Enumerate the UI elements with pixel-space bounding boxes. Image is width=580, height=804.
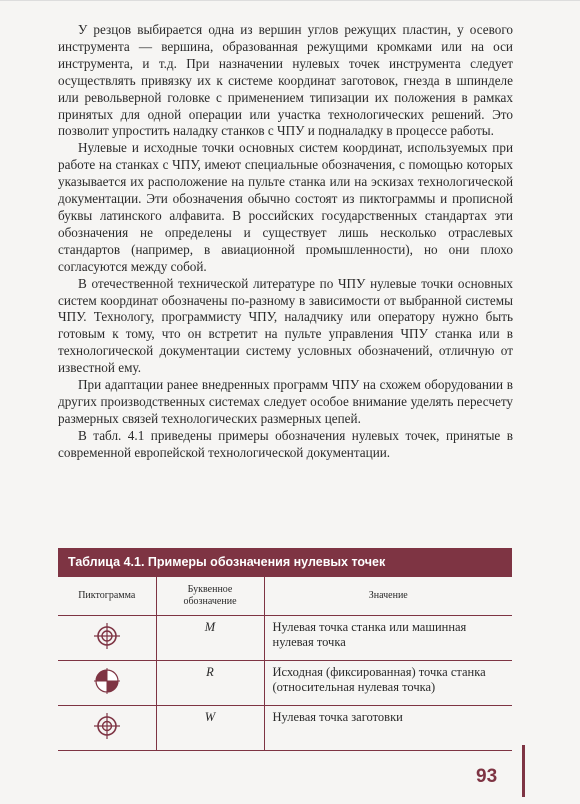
- paragraph: В табл. 4.1 приведены примеры обозначения нулевых точек, принятые в современной европейской технологической документации.: [58, 427, 513, 460]
- letter-cell: R: [156, 661, 264, 706]
- letter-cell: W: [156, 706, 264, 751]
- table-row: [58, 706, 512, 751]
- meaning-cell: Нулевая точка станка или машинная нулевая точка: [264, 616, 512, 661]
- paragraph: В отечественной технической литературе по ЧПУ нулевые точки основных систем координат обозначены по-разному в зависимости от выбранной системы ЧПУ. Технологу, программисту ЧПУ, наладчику или оператору нужно быть готовым к тому, что он встретит на пульте управления ЧПУ станка или в технологической документации систему условных обозначений, отличную от известной ему.: [58, 275, 513, 376]
- reference-point-icon: [93, 667, 121, 695]
- workpiece-zero-point-icon: [93, 712, 121, 740]
- pictogram-cell: [58, 616, 156, 661]
- paragraph: У резцов выбирается одна из вершин углов режущих пластин, у осевого инструмента — вершина, образованная режущими кромками или на оси инструмента, и т.д. При назначении нулевых точек инструмента следует осуществлять привязку их к системе координат заготовок, гнезда в шпинделе или револьверной головке с применением типизации их положения в рамках принятых для одной операции или участка технологических решений. Это позволит упростить наладку станков с ЧПУ и подналадку в процессе работы.: [58, 22, 513, 139]
- machine-zero-point-icon: [93, 622, 121, 650]
- page-edge: [0, 0, 580, 1]
- letter-cell: M: [156, 616, 264, 661]
- paragraph: Нулевые и исходные точки основных систем координат, используемых при работе на станках с ЧПУ, имеют специальные обозначения, с помощью которых указывается их расположение на пульте станка или на эскизах технологической документации. Эти обозначения обычно состоят из пиктограммы и прописной буквы латинского алфавита. В российских государственных стандартах эти обозначения не определены и существует лишь несколько отраслевых стандартов (например, в авиационной промышленности), но они плохо согласуются между собой.: [58, 140, 513, 274]
- pictogram-cell: [58, 706, 156, 751]
- header-pictogram: Пиктограмма: [58, 577, 156, 616]
- table-header-row: [58, 577, 512, 616]
- zero-points-table: [58, 576, 512, 751]
- table-4-1: [58, 548, 512, 751]
- table-title: Таблица 4.1. Примеры обозначения нулевых точек: [58, 548, 512, 576]
- table-row: [58, 616, 512, 661]
- meaning-cell: Нулевая точка заготовки: [264, 706, 512, 751]
- meaning-cell: Исходная (фиксированная) точка станка (относительная нулевая точка): [264, 661, 512, 706]
- header-letter: Буквенное обозначение: [156, 577, 264, 616]
- page-number: 93: [476, 766, 498, 787]
- table-row: [58, 661, 512, 706]
- paragraph: При адаптации ранее внедренных программ ЧПУ на схожем оборудовании в других производственных системах следует особое внимание уделять пересчету размерных связей технологических размерных цепей.: [58, 377, 513, 426]
- body-text: [58, 22, 513, 462]
- pictogram-cell: [58, 661, 156, 706]
- header-meaning: Значение: [264, 577, 512, 616]
- page-number-bar: [522, 745, 525, 797]
